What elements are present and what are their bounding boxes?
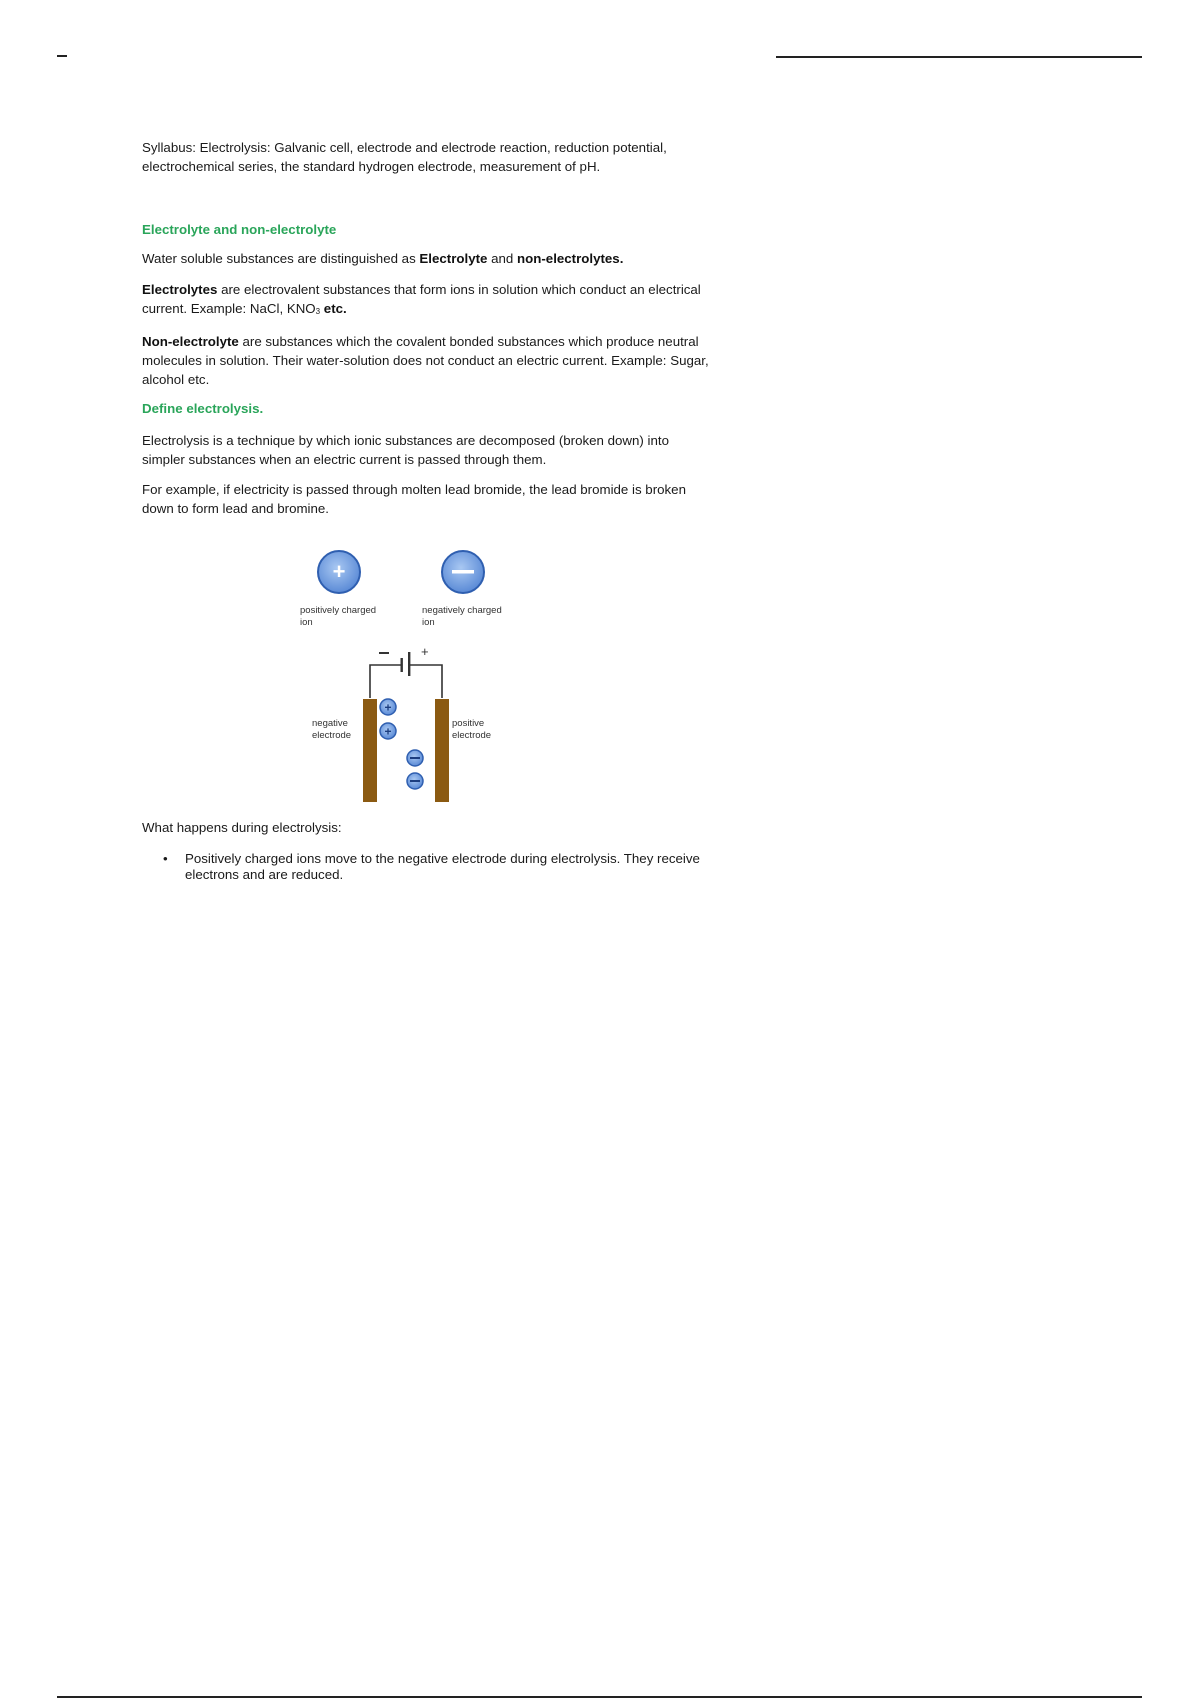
paragraph-non-electrolyte [142,332,712,389]
bullet-symbol: • [163,851,168,866]
paragraph-what-happens: What happens during electrolysis: [142,820,342,835]
heading-electrolyte: Electrolyte and non-electrolyte [142,222,337,237]
electrolytes-end: etc. [320,301,347,316]
nonelec-text: are substances which the covalent bonded substances which produce neutral molecules in solution. Their water-solution does not conduct an electric current. Example: Sugar, alcohol etc. [142,334,709,387]
positive-electrode-label-line2: electrode [452,730,492,741]
header-left-rule [57,55,67,57]
electrolytes-subscript: 3 [315,307,321,316]
paragraph-electrolytes [142,280,712,321]
paragraph-water-soluble [142,249,712,268]
positive-electrode [435,699,449,802]
water-mid: and [487,251,517,266]
electrolysis-diagram-svg [142,518,712,818]
negative-ion-label-line2: ion [422,617,435,628]
negative-ion-1-symbol [410,757,420,759]
positive-ion-label-line2: ion [300,617,313,628]
negative-electrode-label-line2: electrode [312,730,352,741]
electrolysis-diagram [142,518,712,818]
positive-ion-legend-symbol: + [332,559,346,584]
water-bold-nonelectrolytes: non-electrolytes. [517,251,624,266]
electrolytes-term: Electrolytes [142,282,218,297]
negative-ion-label-line1: negatively charged [422,605,502,616]
positive-electrode-label-line1: positive [452,718,485,729]
negative-electrode-label-line1: negative [312,718,348,729]
left-wire [370,665,402,698]
syllabus-text: Syllabus: Electrolysis: Galvanic cell, electrode and electrode reaction, reduction potential, electrochemical series, the standard hydrogen electrode, measurement of pH. [142,140,667,174]
negative-ion-2-symbol [410,780,420,782]
header-right-rule [776,56,1142,58]
negative-electrode [363,699,377,802]
battery-short-plate [401,658,403,672]
positive-ion-1-symbol: + [384,700,392,715]
footer-rule [57,1696,1142,1698]
paragraph-lead-bromide-example: For example, if electricity is passed through molten lead bromide, the lead bromide is broken down to form lead and bromine. [142,482,686,516]
battery-plus-sign: + [421,644,429,659]
positive-ion-label-line1: positively charged [300,605,377,616]
electrolytes-text: are electrovalent substances that form ions in solution which conduct an electrical current. Example: NaCl, KNO [142,282,701,316]
paragraph-electrolysis-definition: Electrolysis is a technique by which ionic substances are decomposed (broken down) into simpler substances when an electric current is passed through them. [142,433,669,467]
bullet-text: Positively charged ions move to the negative electrode during electrolysis. They receive electrons and are reduced. [185,851,700,882]
battery-minus-sign [379,652,389,654]
battery-long-plate [408,652,410,676]
right-wire [410,665,442,698]
nonelec-term: Non-electrolyte [142,334,239,349]
list-item [142,851,712,883]
water-bold-electrolyte: Electrolyte [419,251,488,266]
bullet-list [142,851,712,883]
document-body [142,138,712,883]
heading-define-electrolysis: Define electrolysis. [142,401,264,416]
positive-ion-2-symbol: + [384,724,392,739]
negative-ion-legend-symbol [452,570,474,574]
water-pre: Water soluble substances are distinguished as [142,251,420,266]
